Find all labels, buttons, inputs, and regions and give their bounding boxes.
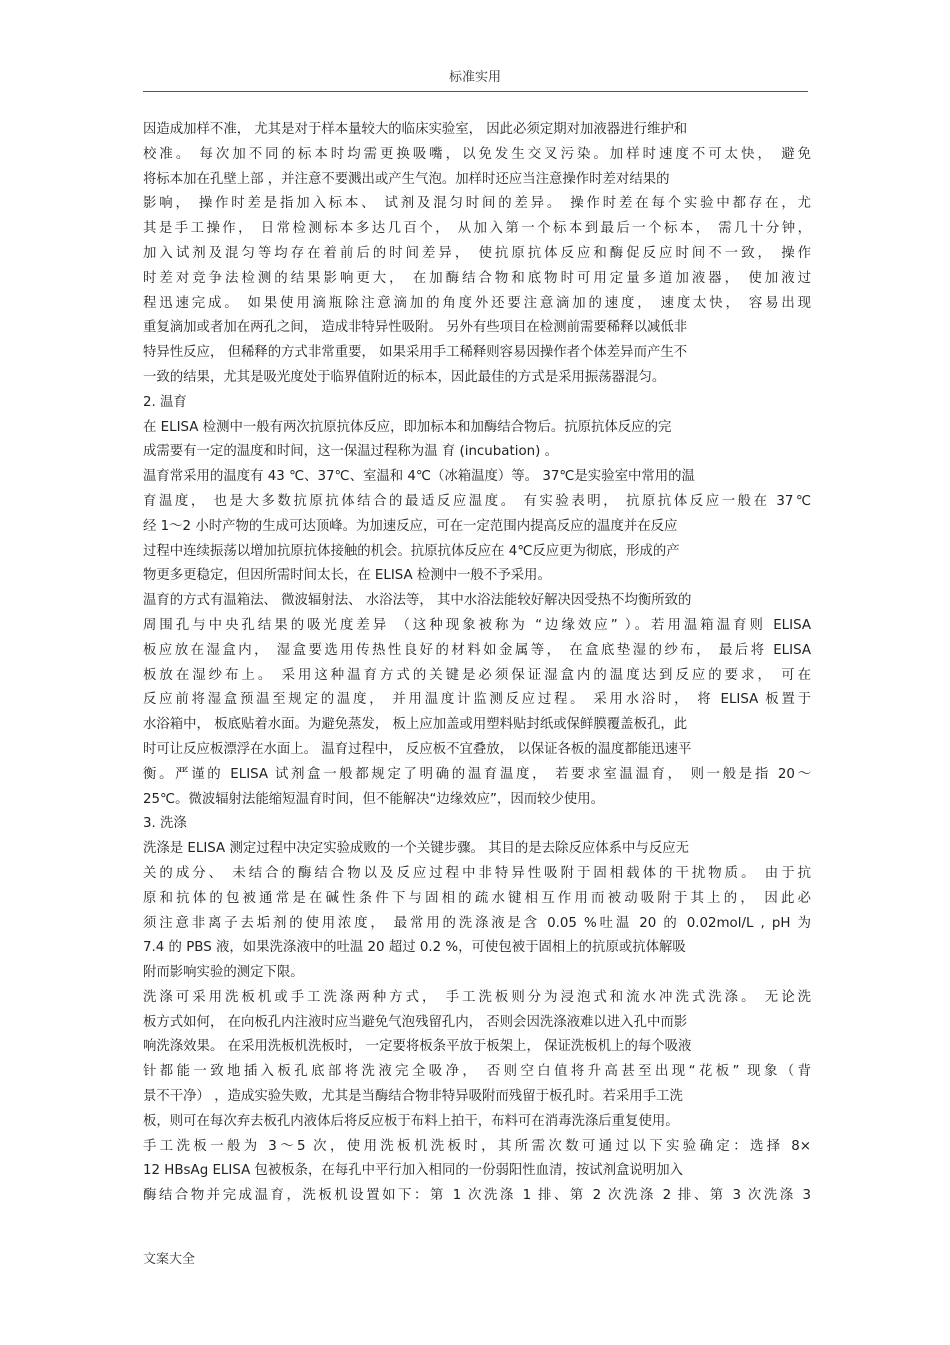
text-line: 温育的方式有温箱法、 微波辐射法、 水浴法等， 其中水浴法能较好解决因受热不均衡所致的 [143,593,692,609]
text-line: 因造成加样不准， 尤其是对于样本量较大的临床实验室， 因此必须定期对加液器进行维护和 [143,122,688,137]
text-line: 水浴箱中， 板底贴着水面。为避免蒸发， 板上应加盖或用塑料贴封纸或保鲜膜覆盖板孔，此 [143,717,688,733]
text-line: 须注意非离子去垢剂的使用浓度， 最常用的洗涤液是含 0.05 %吐温 20 的 0.02mol/L , pH 为 [143,915,811,931]
text-line: 洗涤可采用洗板机或手工洗涤两种方式， 手工洗板则分为浸泡式和流水冲洗式洗涤。 无论洗 [143,989,811,1005]
header-rule [143,91,808,92]
text-line: 重复滴加或者加在两孔之间， 造成非特异性吸附。 另外有些项目在检测前需要稀释以减低非 [143,320,688,336]
text-line: 一致的结果，尤其是吸光度处于临界值附近的标本，因此最佳的方式是采用振荡器混匀。 [143,369,666,385]
text-line: 时可让反应板漂浮在水面上。 温育过程中， 反应板不宜叠放， 以保证各板的温度都能迅速平 [143,741,692,757]
text-line: 其是手工操作， 日常检测标本多达几百个， 从加入第一个标本到最后一个标本， 需几十分钟， [143,221,811,237]
text-line: 洗涤是 ELISA 测定过程中决定实验成败的一个关键步骤。 其目的是去除反应体系中与反应无 [143,841,689,857]
text-line: 2. 温育 [143,394,187,410]
text-line: 将标本加在孔壁上部 ，并注意不要溅出或产生气泡。加样时还应当注意操作时差对结果的 [143,171,670,187]
text-line: 原和抗体的包被通常是在碱性条件下与固相的疏水键相互作用而被动吸附于其上的， 因此必 [143,890,811,906]
text-line: 关的成分、 未结合的酶结合物以及反应过程中非特异性吸附于固相载体的干扰物质。 由于抗 [143,865,811,881]
text-line: 响洗涤效果。 在采用洗板机洗板时， 一定要将板条平放于板架上， 保证洗板机上的每个吸液 [143,1039,692,1055]
text-line: 板方式如何， 在向板孔内注液时应当避免气泡残留孔内， 否则会因洗涤液难以进入孔中而影 [143,1014,688,1030]
text-line: 时差对竞争法检测的结果影响更大， 在加酶结合物和底物时可用定量多道加液器， 使加液过 [143,270,811,286]
text-line: 板放在湿纱布上。 采用这种温育方式的关键是必须保证湿盒内的温度达到反应的要求， 可在 [143,667,811,683]
text-line: 在 ELISA 检测中一般有两次抗原抗体反应，即加标本和加酶结合物后。抗原抗体反应的完 [143,419,672,435]
text-line: 12 HBsAg ELISA 包被板条，在每孔中平行加入相同的一份弱阳性血清，按试剂盒说明加入 [143,1163,683,1179]
text-line: 温育常采用的温度有 43 ℃、37℃、室温和 4℃（冰箱温度）等。 37℃是实验室中常用的温 [143,469,695,485]
text-line: 影响， 操作时差是指加入标本、 试剂及混匀时间的差异。 操作时差在每个实验中都存在，尤 [143,196,811,212]
text-line: 手工洗板一般为 3～5 次，使用洗板机洗板时，其所需次数可通过以下实验确定：选择 8× [143,1138,811,1154]
text-line: 过程中连续振荡以增加抗原抗体接触的机会。抗原抗体反应在 4℃反应更为彻底，形成的产 [143,543,680,559]
text-line: 25℃。微波辐射法能缩短温育时间，但不能解决“边缘效应”，因而较少使用。 [143,791,605,807]
text-line: 反应前将湿盒预温至规定的温度， 并用温度计监测反应过程。 采用水浴时， 将 ELISA 板置于 [143,692,811,708]
text-line: 校准。 每次加不同的标本时均需更换吸嘴，以免发生交叉污染。加样时速度不可太快， 避免 [143,146,811,162]
text-line: 板应放在湿盒内， 湿盒要选用传热性良好的材料如金属等， 在盒底垫湿的纱布， 最后将 ELISA [143,642,811,658]
text-line: 7.4 的 PBS 液，如果洗涤液中的吐温 20 超过 0.2 %，可使包被于固相上的抗原或抗体解吸 [143,940,686,956]
text-line: 针都能一致地插入板孔底部将洗液完全吸净， 否则空白值将升高甚至出现“花板” 现象（背 [143,1064,811,1080]
text-line: 衡。严谨的 ELISA 试剂盒一般都规定了明确的温育温度， 若要求室温温育， 则一般是指 20～ [143,766,811,782]
text-line: 特异性反应， 但稀释的方式非常重要， 如果采用手工稀释则容易因操作者个体差异而产生不 [143,345,688,361]
text-line: 程迅速完成。 如果使用滴瓶除注意滴加的角度外还要注意滴加的速度， 速度太快， 容易出现 [143,295,811,311]
page-footer: 文案大全 [143,1252,196,1267]
document-body [143,118,811,1209]
text-line: 经 1～2 小时产物的生成可达顶峰。为加速反应，可在一定范围内提高反应的温度并在反应 [143,518,678,534]
text-line: 物更多更稳定，但因所需时间太长，在 ELISA 检测中一般不予采用。 [143,568,551,584]
text-line: 周围孔与中央孔结果的吸光度差异 （这种现象被称为 “边缘效应” ）。若用温箱温育则 ELISA [143,617,811,633]
text-line: 育温度， 也是大多数抗原抗体结合的最适反应温度。 有实验表明， 抗原抗体反应一般在 37℃ [143,493,811,509]
text-line: 酶结合物并完成温育，洗板机设置如下：第 1 次洗涤 1 排、第 2 次洗涤 2 排、第 3 次洗涤 3 [143,1188,811,1204]
text-line: 3. 洗涤 [143,816,187,832]
text-line: 景不干净） ，造成实验失败，尤其是当酶结合物非特异吸附而残留于板孔时。若采用手工洗 [143,1089,683,1105]
text-line: 板，则可在每次弃去板孔内液体后将反应板于布料上拍干，布料可在消毒洗涤后重复使用。 [143,1113,679,1129]
page-header: 标准实用 [448,70,501,85]
text-line: 加入试剂及混匀等均存在着前后的时间差异， 使抗原抗体反应和酶促反应时间不一致， 操作 [143,245,811,261]
text-line: 成需要有一定的温度和时间，这一保温过程称为温 育 (incubation) 。 [143,444,559,460]
text-line: 附而影响实验的测定下限。 [143,965,304,981]
